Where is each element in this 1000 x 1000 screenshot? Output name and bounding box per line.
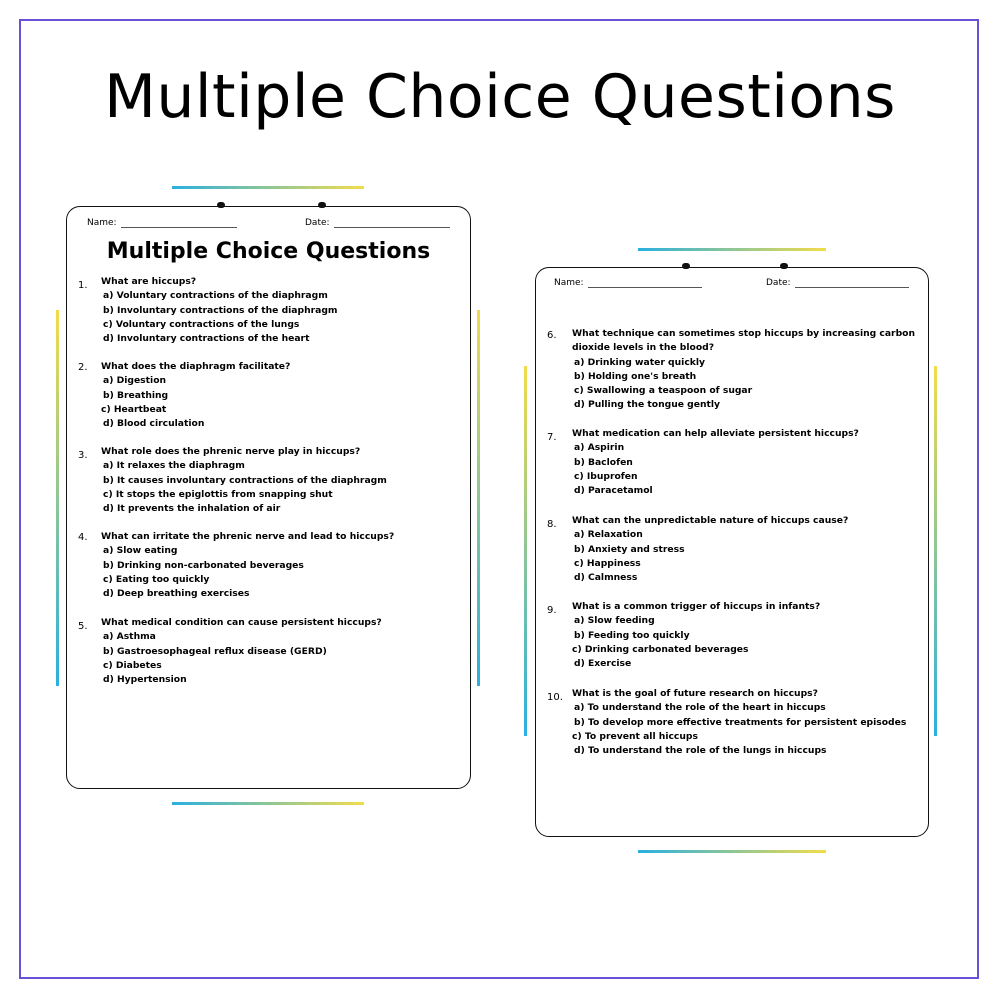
question-number: 3.	[78, 450, 88, 461]
answer-option: b) Breathing	[103, 389, 169, 401]
question-number: 1.	[78, 280, 88, 291]
question-text: dioxide levels in the blood?	[572, 342, 715, 354]
worksheet-title: Multiple Choice Questions	[106, 239, 431, 264]
accent-line-top-left	[172, 186, 364, 189]
page-title: Multiple Choice Questions	[104, 62, 896, 132]
answer-option: a) It relaxes the diaphragm	[103, 460, 245, 472]
answer-option: b) Drinking non-carbonated beverages	[103, 559, 304, 571]
answer-option: d) Calmness	[574, 572, 638, 584]
question-block	[78, 445, 461, 516]
answer-option: b) Baclofen	[574, 456, 633, 468]
accent-line-left-outer	[56, 310, 59, 686]
question-block	[78, 275, 461, 346]
question-block	[547, 687, 922, 758]
answer-option: b) Gastroesophageal reflux disease (GERD)	[103, 645, 327, 657]
binder-clip	[318, 202, 326, 208]
question-text: What can the unpredictable nature of hiccups cause?	[572, 515, 849, 526]
answer-option: a) Digestion	[103, 375, 167, 387]
question-block	[78, 360, 461, 431]
answer-option: d) Blood circulation	[103, 418, 205, 430]
answer-option: a) Relaxation	[574, 529, 643, 541]
answer-option: a) Slow feeding	[574, 615, 655, 627]
question-block	[547, 514, 922, 585]
accent-line-bottom-left	[172, 802, 364, 805]
answer-option: d) Involuntary contractions of the heart	[103, 333, 310, 345]
answer-option: c) Diabetes	[103, 659, 162, 671]
answer-option: d) Exercise	[574, 658, 632, 670]
answer-option: c) It stops the epiglottis from snapping shut	[103, 488, 333, 500]
date-line[interactable]	[795, 278, 909, 288]
date-label: Date:	[766, 278, 791, 288]
answer-option: c) Voluntary contractions of the lungs	[103, 318, 300, 330]
question-text: What medical condition can cause persistent hiccups?	[101, 617, 382, 628]
question-number: 8.	[547, 519, 557, 530]
name-label: Name:	[87, 218, 117, 228]
answer-option: d) Paracetamol	[574, 485, 653, 497]
answer-option: d) It prevents the inhalation of air	[103, 503, 281, 515]
date-label: Date:	[305, 218, 330, 228]
answer-option: c) Heartbeat	[101, 403, 167, 415]
answer-option: b) Feeding too quickly	[574, 629, 690, 641]
binder-clip	[217, 202, 225, 208]
answer-option: c) Ibuprofen	[574, 470, 638, 482]
question-block	[78, 616, 461, 687]
date-line[interactable]	[334, 218, 450, 228]
answer-option: c) To prevent all hiccups	[572, 730, 698, 742]
name-line[interactable]	[588, 278, 702, 288]
answer-option: c) Happiness	[574, 557, 641, 569]
question-text: What does the diaphragm facilitate?	[101, 361, 291, 372]
question-text: What are hiccups?	[101, 276, 197, 287]
answer-option: c) Eating too quickly	[103, 573, 210, 585]
name-field	[554, 278, 702, 288]
question-number: 2.	[78, 362, 88, 373]
answer-option: c) Swallowing a teaspoon of sugar	[574, 385, 753, 397]
name-label: Name:	[554, 278, 584, 288]
name-field	[87, 218, 237, 228]
answer-option: d) To understand the role of the lungs in hiccups	[574, 745, 827, 757]
answer-option: a) Slow eating	[103, 545, 178, 557]
answer-option: b) Anxiety and stress	[574, 543, 685, 555]
date-field	[766, 278, 909, 288]
accent-line-bottom-right	[638, 850, 826, 853]
answer-option: a) Aspirin	[574, 442, 625, 454]
binder-clip	[682, 263, 690, 269]
answer-option: d) Pulling the tongue gently	[574, 399, 721, 411]
question-text: What is the goal of future research on hiccups?	[572, 688, 818, 699]
question-text: What role does the phrenic nerve play in hiccups?	[101, 446, 361, 457]
worksheet-page-2	[535, 267, 929, 837]
date-field	[305, 218, 450, 228]
question-block	[547, 427, 922, 498]
question-number: 7.	[547, 432, 557, 443]
answer-option: a) Asthma	[103, 631, 156, 643]
question-block	[78, 530, 461, 601]
binder-clip	[780, 263, 788, 269]
question-number: 5.	[78, 621, 88, 632]
answer-option: b) Involuntary contractions of the diaphragm	[103, 304, 338, 316]
question-number: 10.	[547, 692, 563, 703]
name-line[interactable]	[121, 218, 237, 228]
answer-option: c) Drinking carbonated beverages	[572, 643, 749, 655]
accent-line-left-inner	[477, 310, 480, 686]
accent-line-right-inner	[524, 366, 527, 736]
accent-line-right-outer	[934, 366, 937, 736]
question-text: What can irritate the phrenic nerve and lead to hiccups?	[101, 531, 395, 542]
answer-option: b) Holding one's breath	[574, 370, 697, 382]
question-number: 6.	[547, 330, 557, 341]
question-text: What medication can help alleviate persistent hiccups?	[572, 428, 859, 439]
answer-option: b) To develop more effective treatments for persistent episodes	[574, 716, 907, 728]
answer-option: a) Drinking water quickly	[574, 356, 706, 368]
answer-option: a) To understand the role of the heart in hiccups	[574, 702, 826, 714]
question-block	[547, 600, 922, 671]
question-text: What is a common trigger of hiccups in infants?	[572, 601, 821, 612]
question-number: 4.	[78, 532, 88, 543]
question-number: 9.	[547, 605, 557, 616]
answer-option: b) It causes involuntary contractions of the diaphragm	[103, 474, 387, 486]
answer-option: a) Voluntary contractions of the diaphragm	[103, 290, 328, 302]
question-block	[547, 327, 922, 413]
answer-option: d) Hypertension	[103, 674, 187, 686]
worksheet-page-1	[66, 206, 471, 789]
question-text: What technique can sometimes stop hiccups by increasing carbon	[572, 328, 916, 339]
answer-option: d) Deep breathing exercises	[103, 588, 250, 600]
accent-line-top-right	[638, 248, 826, 251]
